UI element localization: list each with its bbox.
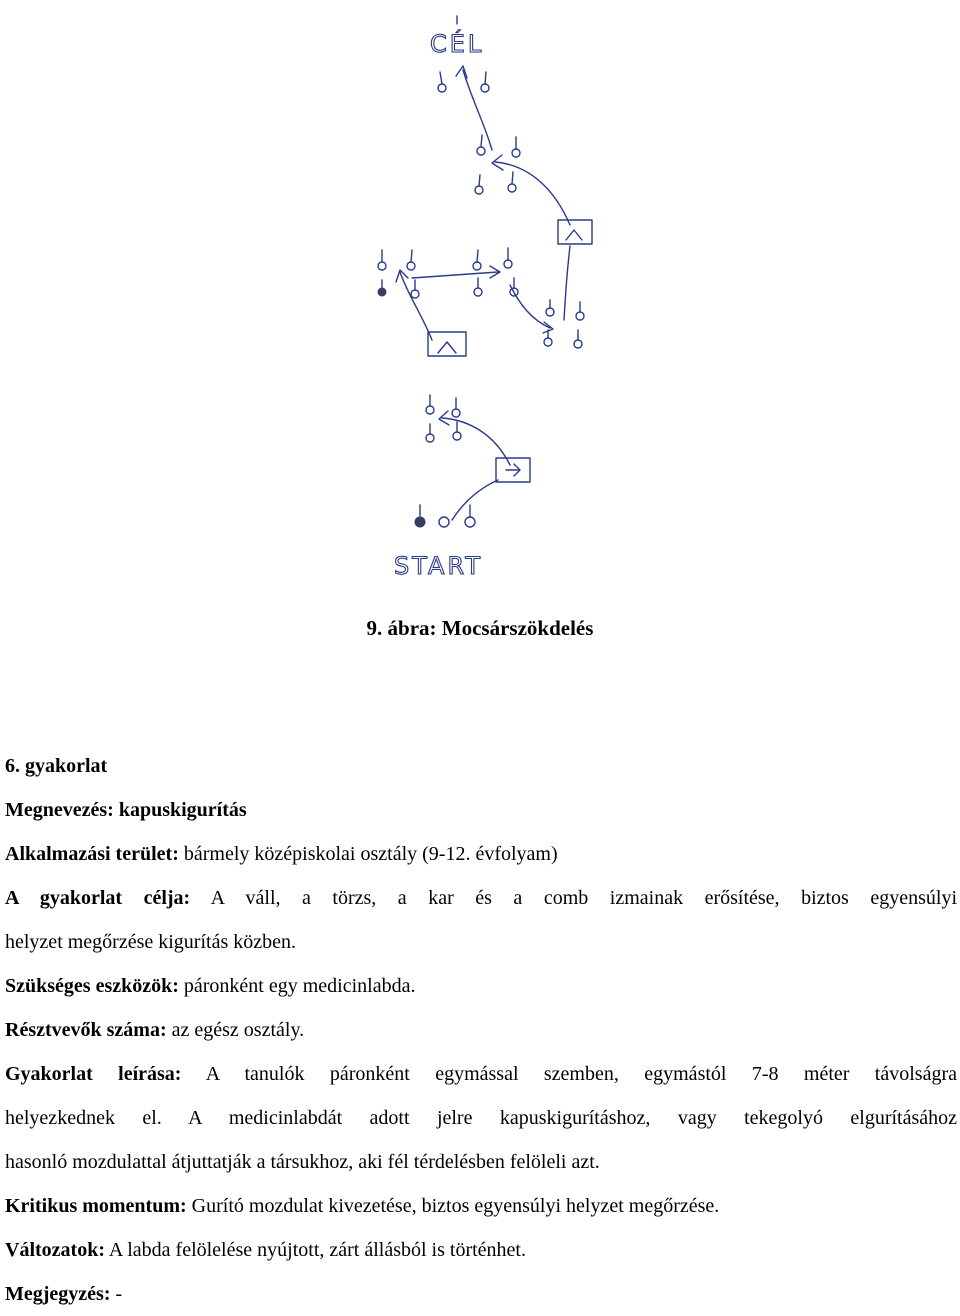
start-label: START xyxy=(394,552,484,580)
goal-label: A gyakorlat célja: xyxy=(5,887,191,909)
player-icon xyxy=(378,250,386,270)
description-line1: A tanulók páronként egymással szemben, egymástól 7-8 méter távolságra xyxy=(181,1063,957,1085)
player-icon xyxy=(453,422,461,440)
description-line3: hasonló mozdulattal átjuttatják a társukhoz, aki fél térdelésben felöleli azt. xyxy=(5,1151,600,1173)
tools-label: Szükséges eszközök: xyxy=(5,975,179,997)
player-icon xyxy=(426,424,434,442)
note-value: - xyxy=(110,1283,123,1305)
player-icon xyxy=(465,505,475,527)
player-icon xyxy=(439,517,449,527)
description-label: Gyakorlat leírása: xyxy=(5,1063,182,1085)
critical-row xyxy=(5,1184,957,1228)
player-icon xyxy=(378,280,386,296)
player-icon xyxy=(546,300,554,316)
player-icon xyxy=(473,250,481,270)
player-icon xyxy=(438,72,446,92)
player-icon xyxy=(411,280,419,298)
figure-caption: 9. ábra: Mocsárszökdelés xyxy=(366,616,594,640)
player-icon xyxy=(512,137,520,157)
description-row-end xyxy=(5,1140,957,1184)
box-obstacle xyxy=(428,332,466,356)
player-icon xyxy=(426,395,434,414)
drill-diagram xyxy=(360,10,600,590)
goal-value-line1: A váll, a törzs, a kar és a comb izmainak erősítése, biztos egyensúlyi xyxy=(190,887,958,909)
mocsarszokdeles-drawing xyxy=(360,10,600,590)
exercise-text xyxy=(5,744,957,1316)
goal-row xyxy=(5,876,957,920)
player-icon xyxy=(574,330,582,348)
area-row xyxy=(5,832,957,876)
goal-label: CÉL xyxy=(430,30,485,58)
variants-row xyxy=(5,1228,957,1272)
name-row xyxy=(5,788,957,832)
description-row xyxy=(5,1052,957,1096)
player-icon xyxy=(481,72,489,92)
note-row xyxy=(5,1272,957,1316)
participants-row xyxy=(5,1008,957,1052)
player-icon xyxy=(474,278,482,296)
player-icon xyxy=(415,505,425,527)
area-label: Alkalmazási terület: xyxy=(5,843,179,865)
participants-label: Résztvevők száma: xyxy=(5,1019,167,1041)
tools-value: páronként egy medicinlabda. xyxy=(178,975,416,997)
goal-row-cont xyxy=(5,920,957,964)
player-icon xyxy=(576,302,584,320)
description-row-cont xyxy=(5,1096,957,1140)
player-icon xyxy=(475,175,483,194)
note-label: Megjegyzés: xyxy=(5,1283,111,1305)
variants-label: Változatok: xyxy=(5,1239,105,1261)
player-icon xyxy=(477,135,485,155)
critical-value: Gurító mozdulat kivezetése, biztos egyensúlyi helyzet megőrzése. xyxy=(186,1195,720,1217)
player-icon xyxy=(504,248,512,268)
player-icon xyxy=(407,250,415,270)
tools-row xyxy=(5,964,957,1008)
player-icon xyxy=(508,172,516,192)
name-value: kapuskigurítás xyxy=(118,799,247,821)
variants-value: A labda felölelése nyújtott, zárt állásból is történhet. xyxy=(104,1239,526,1261)
goal-value-line2: helyzet megőrzése kigurítás közben. xyxy=(5,931,296,953)
critical-label: Kritikus momentum: xyxy=(5,1195,187,1217)
exercise-heading: 6. gyakorlat xyxy=(5,755,108,777)
player-icon xyxy=(452,398,460,417)
area-value: bármely középiskolai osztály (9-12. évfolyam) xyxy=(178,843,558,865)
description-line2: helyezkednek el. A medicinlabdát adott jelre kapuskigurításhoz, vagy tekegolyó elgurításához xyxy=(5,1107,957,1129)
participants-value: az egész osztály. xyxy=(166,1019,305,1041)
name-label: Megnevezés: xyxy=(5,799,114,821)
